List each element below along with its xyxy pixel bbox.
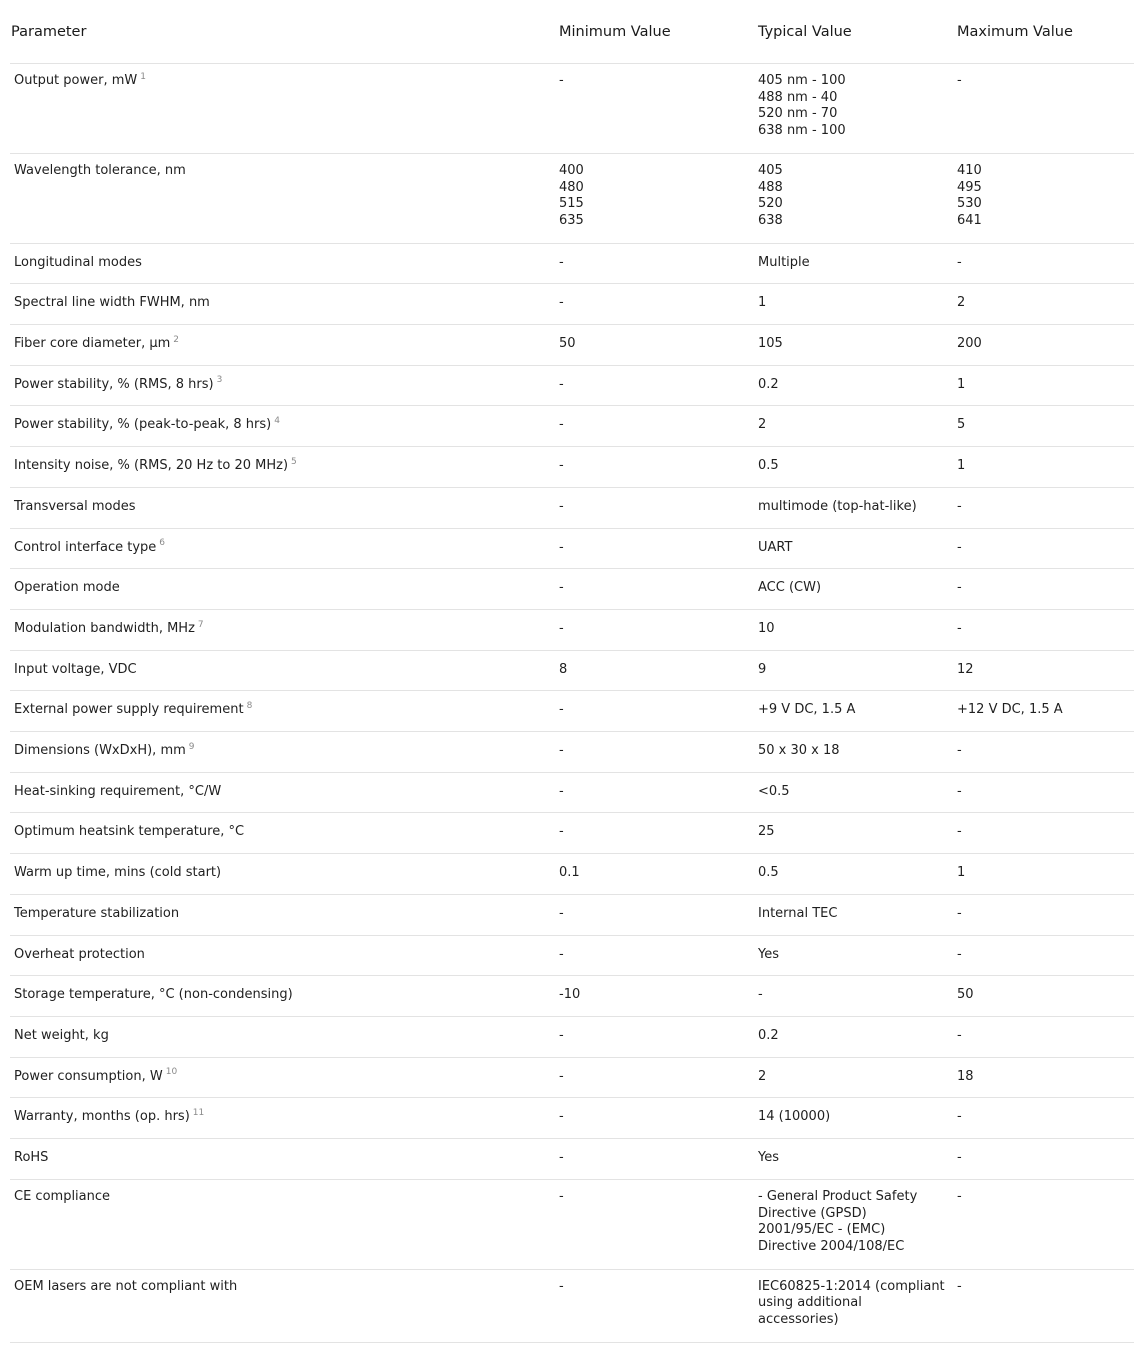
value-line: 8 xyxy=(559,661,568,677)
parameter-name: Overheat protection xyxy=(14,946,145,962)
minimum-value-cell xyxy=(558,894,757,935)
table-row xyxy=(10,650,1134,691)
maximum-value-cell xyxy=(956,487,1134,528)
parameter-cell xyxy=(10,813,558,854)
value-line: 50 xyxy=(559,336,576,352)
parameter-cell xyxy=(10,406,558,447)
minimum-value-cell xyxy=(558,406,757,447)
table-row xyxy=(10,1139,1134,1180)
maximum-value-cell xyxy=(956,854,1134,895)
minimum-value-cell xyxy=(558,691,757,732)
table-row xyxy=(10,325,1134,366)
value-line: - xyxy=(559,620,564,636)
minimum-value-cell xyxy=(558,64,757,154)
typical-value-cell xyxy=(757,1179,956,1269)
minimum-value-cell xyxy=(558,284,757,325)
value-line: 2 xyxy=(758,417,767,433)
value-line: 405 nm - 100 xyxy=(758,73,846,88)
maximum-value-cell xyxy=(956,243,1134,284)
table-row xyxy=(10,935,1134,976)
parameter-cell xyxy=(10,650,558,691)
header-parameter: Parameter xyxy=(10,0,558,64)
parameter-name: Input voltage, VDC xyxy=(14,661,137,677)
value-line: accessories) xyxy=(758,1312,839,1328)
value-line: Directive 2004/108/EC xyxy=(758,1238,905,1254)
table-row xyxy=(10,1098,1134,1139)
parameter-cell xyxy=(10,609,558,650)
value-line: 638 nm - 100 xyxy=(758,123,846,139)
parameter-cell xyxy=(10,1139,558,1180)
value-line: 2 xyxy=(957,295,966,311)
value-line: 10 xyxy=(758,620,775,636)
value-line: - xyxy=(559,254,564,270)
value-line: - xyxy=(957,254,962,270)
maximum-value-cell xyxy=(956,1139,1134,1180)
parameter-name: Power consumption, W xyxy=(14,1068,163,1084)
typical-value-cell xyxy=(757,854,956,895)
typical-value-cell xyxy=(757,243,956,284)
value-line: - xyxy=(957,620,962,636)
value-line: Yes xyxy=(758,1150,779,1166)
value-line: - xyxy=(559,946,564,962)
value-line: Internal TEC xyxy=(758,905,838,921)
value-line: - xyxy=(957,783,962,799)
value-line: - xyxy=(559,417,564,433)
maximum-value-cell xyxy=(956,1179,1134,1269)
value-line: Yes xyxy=(758,946,779,962)
parameter-name: Power stability, % (peak-to-peak, 8 hrs) xyxy=(14,417,272,433)
parameter-cell xyxy=(10,153,558,243)
footnote-marker: 9 xyxy=(188,741,195,752)
minimum-value-cell xyxy=(558,650,757,691)
parameter-cell xyxy=(10,569,558,610)
maximum-value-cell xyxy=(956,325,1134,366)
parameter-cell xyxy=(10,935,558,976)
parameter-cell xyxy=(10,1269,558,1342)
parameter-name: Warranty, months (op. hrs) xyxy=(14,1109,190,1125)
value-line: 50 x 30 x 18 xyxy=(758,743,840,759)
typical-value-cell xyxy=(757,935,956,976)
parameter-cell xyxy=(10,1098,558,1139)
typical-value-cell xyxy=(757,1269,956,1342)
value-line: - xyxy=(957,498,962,514)
value-line: 638 xyxy=(758,212,783,228)
value-line: - xyxy=(957,1278,962,1294)
parameter-name: OEM lasers are not compliant with xyxy=(14,1278,238,1294)
parameter-cell xyxy=(10,284,558,325)
table-row xyxy=(10,487,1134,528)
parameter-cell xyxy=(10,772,558,813)
header-typical-value: Typical Value xyxy=(757,0,956,64)
parameter-name: Dimensions (WxDxH), mm xyxy=(14,743,186,759)
table-row xyxy=(10,894,1134,935)
table-row xyxy=(10,365,1134,406)
typical-value-cell xyxy=(757,691,956,732)
value-line: 1 xyxy=(957,458,966,474)
value-line: +12 V DC, 1.5 A xyxy=(957,702,1063,718)
maximum-value-cell xyxy=(956,153,1134,243)
minimum-value-cell xyxy=(558,1016,757,1057)
maximum-value-cell xyxy=(956,691,1134,732)
minimum-value-cell xyxy=(558,325,757,366)
value-line: - General Product Safety xyxy=(758,1188,918,1204)
footnote-marker: 7 xyxy=(197,619,204,630)
maximum-value-cell xyxy=(956,365,1134,406)
specs-body xyxy=(10,64,1134,1343)
maximum-value-cell xyxy=(956,609,1134,650)
value-line: - xyxy=(559,73,564,88)
value-line: <0.5 xyxy=(758,783,790,799)
maximum-value-cell xyxy=(956,569,1134,610)
value-line: 400 xyxy=(559,162,584,178)
value-line: - xyxy=(758,987,763,1003)
value-line: - xyxy=(559,539,564,555)
minimum-value-cell xyxy=(558,365,757,406)
value-line: - xyxy=(559,1278,564,1294)
maximum-value-cell xyxy=(956,894,1134,935)
value-line: - xyxy=(559,580,564,596)
maximum-value-cell xyxy=(956,1098,1134,1139)
parameter-name: Spectral line width FWHM, nm xyxy=(14,295,210,311)
typical-value-cell xyxy=(757,365,956,406)
value-line: 488 nm - 40 xyxy=(758,89,838,105)
typical-value-cell xyxy=(757,976,956,1017)
table-row xyxy=(10,153,1134,243)
value-line: - xyxy=(957,1109,962,1125)
table-row xyxy=(10,1269,1134,1342)
minimum-value-cell xyxy=(558,1179,757,1269)
value-line: 641 xyxy=(957,212,982,228)
minimum-value-cell xyxy=(558,976,757,1017)
value-line: 14 (10000) xyxy=(758,1109,831,1125)
minimum-value-cell xyxy=(558,854,757,895)
parameter-cell xyxy=(10,1057,558,1098)
parameter-cell xyxy=(10,365,558,406)
maximum-value-cell xyxy=(956,64,1134,154)
value-line: 12 xyxy=(957,661,974,677)
maximum-value-cell xyxy=(956,935,1134,976)
value-line: 18 xyxy=(957,1068,974,1084)
typical-value-cell xyxy=(757,1139,956,1180)
value-line: using additional xyxy=(758,1295,862,1311)
minimum-value-cell xyxy=(558,447,757,488)
value-line: 0.5 xyxy=(758,865,779,881)
value-line: ACC (CW) xyxy=(758,580,822,596)
value-line: 9 xyxy=(758,661,767,677)
value-line: +9 V DC, 1.5 A xyxy=(758,702,856,718)
footnote-marker: 2 xyxy=(173,334,180,345)
maximum-value-cell xyxy=(956,1016,1134,1057)
value-line: 2 xyxy=(758,1068,767,1084)
value-line: 200 xyxy=(957,336,982,352)
value-line: 515 xyxy=(559,196,584,212)
value-line: - xyxy=(559,1027,564,1043)
typical-value-cell xyxy=(757,447,956,488)
maximum-value-cell xyxy=(956,406,1134,447)
value-line: - xyxy=(559,905,564,921)
header-minimum-value: Minimum Value xyxy=(558,0,757,64)
footnote-marker: 5 xyxy=(291,456,297,467)
parameter-cell xyxy=(10,1016,558,1057)
value-line: 2001/95/EC - (EMC) xyxy=(758,1222,886,1238)
typical-value-cell xyxy=(757,153,956,243)
maximum-value-cell xyxy=(956,813,1134,854)
table-row xyxy=(10,284,1134,325)
value-line: - xyxy=(957,1027,962,1043)
minimum-value-cell xyxy=(558,1139,757,1180)
value-line: - xyxy=(559,295,564,311)
value-line: 480 xyxy=(559,179,584,195)
footnote-marker: 4 xyxy=(274,416,280,427)
parameter-cell xyxy=(10,64,558,154)
parameter-name: Warm up time, mins (cold start) xyxy=(14,865,222,881)
value-line: - xyxy=(559,1068,564,1084)
parameter-cell xyxy=(10,1179,558,1269)
value-line: 1 xyxy=(758,295,767,311)
parameter-name: Power stability, % (RMS, 8 hrs) xyxy=(14,376,214,392)
table-row xyxy=(10,732,1134,773)
value-line: - xyxy=(559,702,564,718)
value-line: - xyxy=(559,743,564,759)
typical-value-cell xyxy=(757,528,956,569)
parameter-name: CE compliance xyxy=(14,1188,111,1204)
value-line: - xyxy=(957,73,962,88)
footnote-marker: 6 xyxy=(159,538,166,549)
value-line: - xyxy=(957,1188,962,1204)
parameter-name: Temperature stabilization xyxy=(14,905,180,921)
typical-value-cell xyxy=(757,732,956,773)
parameter-cell xyxy=(10,976,558,1017)
parameter-cell xyxy=(10,691,558,732)
footnote-marker: 11 xyxy=(192,1108,205,1119)
typical-value-cell xyxy=(757,813,956,854)
table-row xyxy=(10,1016,1134,1057)
table-row xyxy=(10,447,1134,488)
footnote-marker: 8 xyxy=(246,701,253,712)
minimum-value-cell xyxy=(558,487,757,528)
typical-value-cell xyxy=(757,406,956,447)
minimum-value-cell xyxy=(558,1057,757,1098)
table-row xyxy=(10,609,1134,650)
value-line: 50 xyxy=(957,987,974,1003)
footnote-marker: 10 xyxy=(165,1067,178,1078)
typical-value-cell xyxy=(757,1057,956,1098)
table-row xyxy=(10,406,1134,447)
table-row xyxy=(10,569,1134,610)
table-row xyxy=(10,1057,1134,1098)
parameter-cell xyxy=(10,854,558,895)
table-row xyxy=(10,528,1134,569)
typical-value-cell xyxy=(757,1098,956,1139)
value-line: 0.5 xyxy=(758,458,779,474)
typical-value-cell xyxy=(757,569,956,610)
minimum-value-cell xyxy=(558,153,757,243)
maximum-value-cell xyxy=(956,447,1134,488)
value-line: 520 xyxy=(758,196,783,212)
parameter-name: Heat-sinking requirement, °C/W xyxy=(14,783,222,799)
minimum-value-cell xyxy=(558,813,757,854)
maximum-value-cell xyxy=(956,528,1134,569)
parameter-name: Output power, mW xyxy=(14,73,138,88)
value-line: 530 xyxy=(957,196,982,212)
parameter-cell xyxy=(10,243,558,284)
typical-value-cell xyxy=(757,894,956,935)
parameter-name: Wavelength tolerance, nm xyxy=(14,162,186,178)
value-line: - xyxy=(559,376,564,392)
minimum-value-cell xyxy=(558,569,757,610)
parameter-name: Modulation bandwidth, MHz xyxy=(14,620,195,636)
value-line: - xyxy=(957,539,962,555)
maximum-value-cell xyxy=(956,976,1134,1017)
parameter-name: Control interface type xyxy=(14,539,157,555)
minimum-value-cell xyxy=(558,528,757,569)
parameter-cell xyxy=(10,528,558,569)
value-line: 410 xyxy=(957,162,982,178)
value-line: -10 xyxy=(559,987,581,1003)
value-line: 1 xyxy=(957,376,966,392)
parameter-name: RoHS xyxy=(14,1150,49,1166)
parameter-cell xyxy=(10,325,558,366)
table-row xyxy=(10,854,1134,895)
value-line: - xyxy=(957,580,962,596)
specs-table xyxy=(10,0,1134,1343)
parameter-name: Net weight, kg xyxy=(14,1027,109,1043)
value-line: - xyxy=(559,1150,564,1166)
parameter-cell xyxy=(10,487,558,528)
value-line: - xyxy=(559,498,564,514)
value-line: - xyxy=(559,1109,564,1125)
value-line: 635 xyxy=(559,212,584,228)
typical-value-cell xyxy=(757,650,956,691)
footnote-marker: 1 xyxy=(140,71,146,82)
minimum-value-cell xyxy=(558,243,757,284)
minimum-value-cell xyxy=(558,1098,757,1139)
value-line: - xyxy=(957,1150,962,1166)
table-row xyxy=(10,64,1134,154)
parameter-name: Fiber core diameter, μm xyxy=(14,336,171,352)
value-line: 1 xyxy=(957,865,966,881)
table-row xyxy=(10,1179,1134,1269)
value-line: 5 xyxy=(957,417,966,433)
value-line: - xyxy=(957,905,962,921)
minimum-value-cell xyxy=(558,772,757,813)
value-line: 0.2 xyxy=(758,1027,779,1043)
value-line: - xyxy=(559,458,564,474)
value-line: 405 xyxy=(758,162,783,178)
header-maximum-value: Maximum Value xyxy=(956,0,1134,64)
typical-value-cell xyxy=(757,772,956,813)
typical-value-cell xyxy=(757,487,956,528)
value-line: - xyxy=(957,824,962,840)
typical-value-cell xyxy=(757,609,956,650)
table-row xyxy=(10,813,1134,854)
value-line: IEC60825-1:2014 (compliant xyxy=(758,1278,945,1294)
maximum-value-cell xyxy=(956,650,1134,691)
maximum-value-cell xyxy=(956,732,1134,773)
maximum-value-cell xyxy=(956,1269,1134,1342)
typical-value-cell xyxy=(757,1016,956,1057)
value-line: - xyxy=(559,1188,564,1204)
value-line: - xyxy=(559,783,564,799)
parameter-name: Transversal modes xyxy=(14,498,136,514)
value-line: 488 xyxy=(758,179,783,195)
parameter-cell xyxy=(10,894,558,935)
parameter-name: External power supply requirement xyxy=(14,702,244,718)
parameter-name: Intensity noise, % (RMS, 20 Hz to 20 MHz) xyxy=(14,458,289,474)
value-line: 495 xyxy=(957,179,982,195)
value-line: Directive (GPSD) xyxy=(758,1205,867,1221)
maximum-value-cell xyxy=(956,1057,1134,1098)
table-row xyxy=(10,772,1134,813)
value-line: 25 xyxy=(758,824,775,840)
value-line: 0.1 xyxy=(559,865,580,881)
value-line: multimode (top-hat-like) xyxy=(758,498,917,514)
typical-value-cell xyxy=(757,64,956,154)
maximum-value-cell xyxy=(956,284,1134,325)
value-line: Multiple xyxy=(758,254,810,270)
minimum-value-cell xyxy=(558,732,757,773)
minimum-value-cell xyxy=(558,609,757,650)
value-line: UART xyxy=(758,539,793,555)
value-line: - xyxy=(559,824,564,840)
parameter-name: Optimum heatsink temperature, °C xyxy=(14,824,245,840)
value-line: - xyxy=(957,743,962,759)
typical-value-cell xyxy=(757,325,956,366)
minimum-value-cell xyxy=(558,1269,757,1342)
parameter-name: Operation mode xyxy=(14,580,120,596)
typical-value-cell xyxy=(757,284,956,325)
value-line: 520 nm - 70 xyxy=(758,106,838,122)
value-line: - xyxy=(957,946,962,962)
header-row xyxy=(10,0,1134,64)
parameter-name: Storage temperature, °C (non-condensing) xyxy=(14,987,293,1003)
parameter-cell xyxy=(10,732,558,773)
maximum-value-cell xyxy=(956,772,1134,813)
value-line: 0.2 xyxy=(758,376,779,392)
minimum-value-cell xyxy=(558,935,757,976)
table-row xyxy=(10,976,1134,1017)
table-row xyxy=(10,691,1134,732)
table-row xyxy=(10,243,1134,284)
parameter-name: Longitudinal modes xyxy=(14,254,142,270)
value-line: 105 xyxy=(758,336,783,352)
footnote-marker: 3 xyxy=(216,375,223,386)
parameter-cell xyxy=(10,447,558,488)
